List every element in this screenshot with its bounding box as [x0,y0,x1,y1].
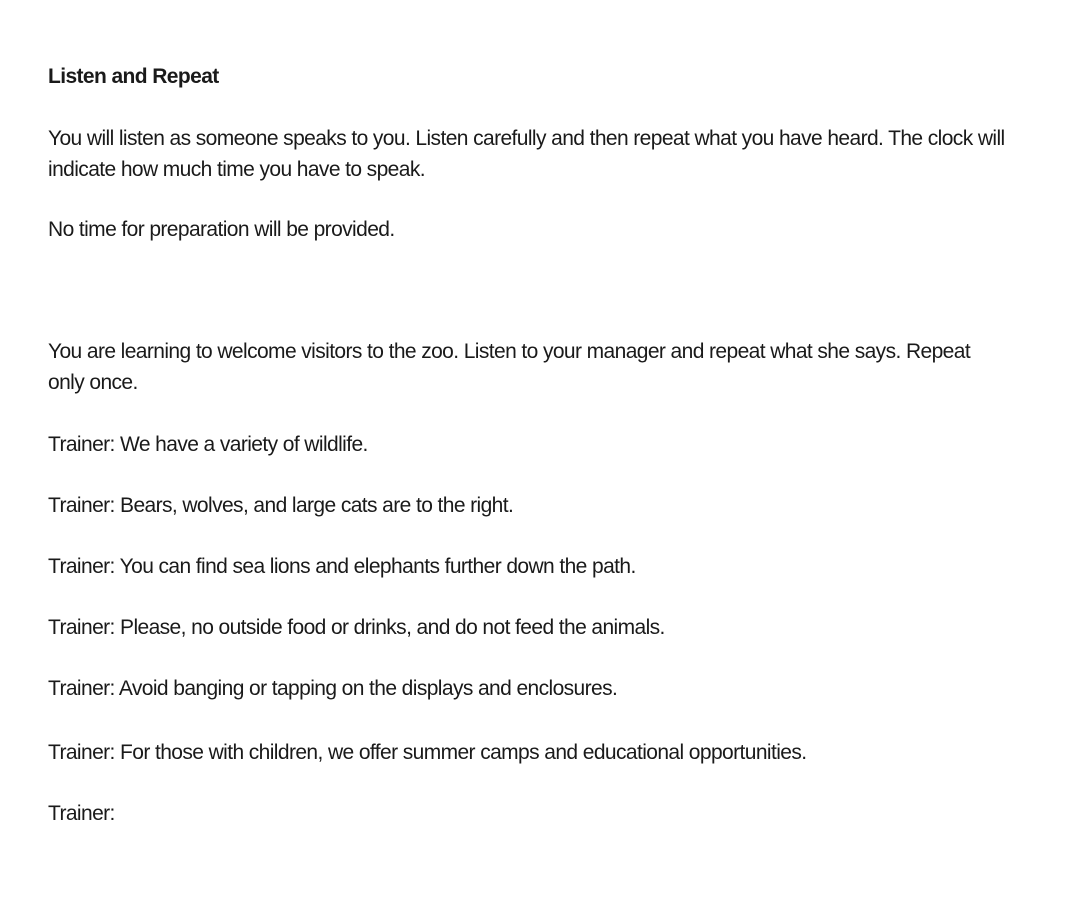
preparation-note: No time for preparation will be provided. [48,218,395,241]
speaker-label: Trainer: [48,741,115,764]
speaker-label: Trainer: [48,433,115,456]
dialogue-text: Avoid banging or tapping on the displays and enclosures. [118,677,618,700]
dialogue-line [48,673,617,704]
dialogue-line [48,612,665,643]
dialogue-text: You can find sea lions and elephants further down the path. [119,555,636,578]
document-page [48,0,1008,904]
speaker-label: Trainer: [48,677,115,700]
page-title: Listen and Repeat [48,65,219,88]
dialogue-text: We have a variety of wildlife. [120,433,368,456]
speaker-label: Trainer: [48,555,115,578]
scenario-paragraph: You are learning to welcome visitors to the zoo. Listen to your manager and repeat what she says. Repeat only once. [48,340,971,394]
dialogue-line [48,798,115,829]
dialogue-text: For those with children, we offer summer camps and educational opportunities. [120,741,807,764]
dialogue-text: Bears, wolves, and large cats are to the right. [120,494,514,517]
instructions-paragraph: You will listen as someone speaks to you. Listen carefully and then repeat what you have heard. The clock will indicate how much time you have to speak. [48,127,1005,181]
speaker-label: Trainer: [48,494,115,517]
dialogue-line [48,551,636,582]
dialogue-line [48,490,513,521]
dialogue-line [48,429,368,460]
dialogue-text: Please, no outside food or drinks, and do not feed the animals. [120,616,665,639]
speaker-label: Trainer: [48,802,115,825]
speaker-label: Trainer: [48,616,115,639]
dialogue-line [48,737,806,768]
